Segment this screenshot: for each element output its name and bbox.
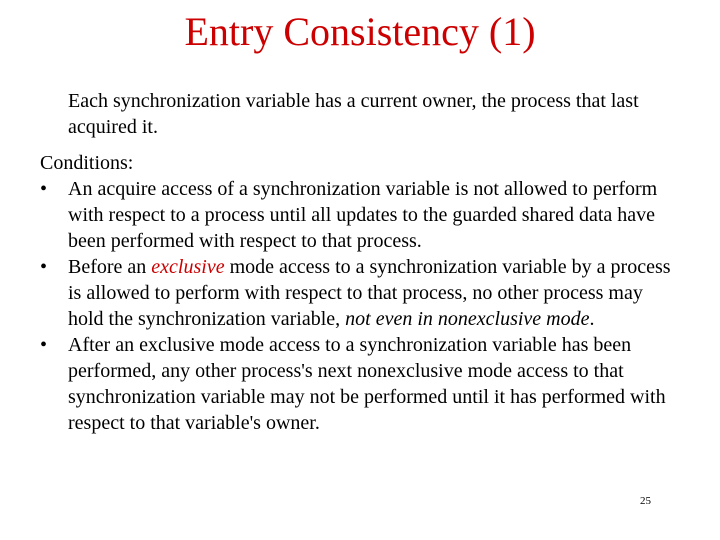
- emphasis-nonexclusive: not even in nonexclusive mode: [345, 308, 590, 330]
- intro-paragraph: Each synchronization variable has a current owner, the process that last acquired it.: [68, 90, 639, 138]
- bullet-icon: •: [40, 256, 48, 278]
- slide-title: Entry Consistency (1): [184, 9, 536, 54]
- conditions-heading: Conditions:: [40, 152, 134, 174]
- list-item: [40, 254, 680, 332]
- emphasis-exclusive: exclusive: [151, 256, 225, 278]
- bullet-text: An acquire access of a synchronization variable is not allowed to perform with respect to a process until all updates to the guarded shared data have been performed with respect to that process.: [68, 178, 658, 252]
- conditions-list: [40, 176, 680, 436]
- slide-number: 25: [640, 495, 651, 507]
- conditions-section: [40, 150, 680, 436]
- bullet-icon: •: [40, 334, 48, 356]
- list-item: [40, 332, 680, 436]
- bullet-text-end: .: [589, 308, 595, 330]
- bullet-text-start: Before an: [68, 256, 152, 278]
- list-item: [40, 176, 680, 254]
- bullet-icon: •: [40, 178, 48, 200]
- bullet-text: After an exclusive mode access to a synchronization variable has been performed, any other process's next nonexclusive mode access to that synchronization variable may not be performed until it has performed with respect to that variable's owner.: [68, 334, 666, 434]
- bullet-text-middle: mode access to a synchronization variable by a process is allowed to perform with respect to that process, no other process may hold the synchronization variable,: [68, 256, 671, 330]
